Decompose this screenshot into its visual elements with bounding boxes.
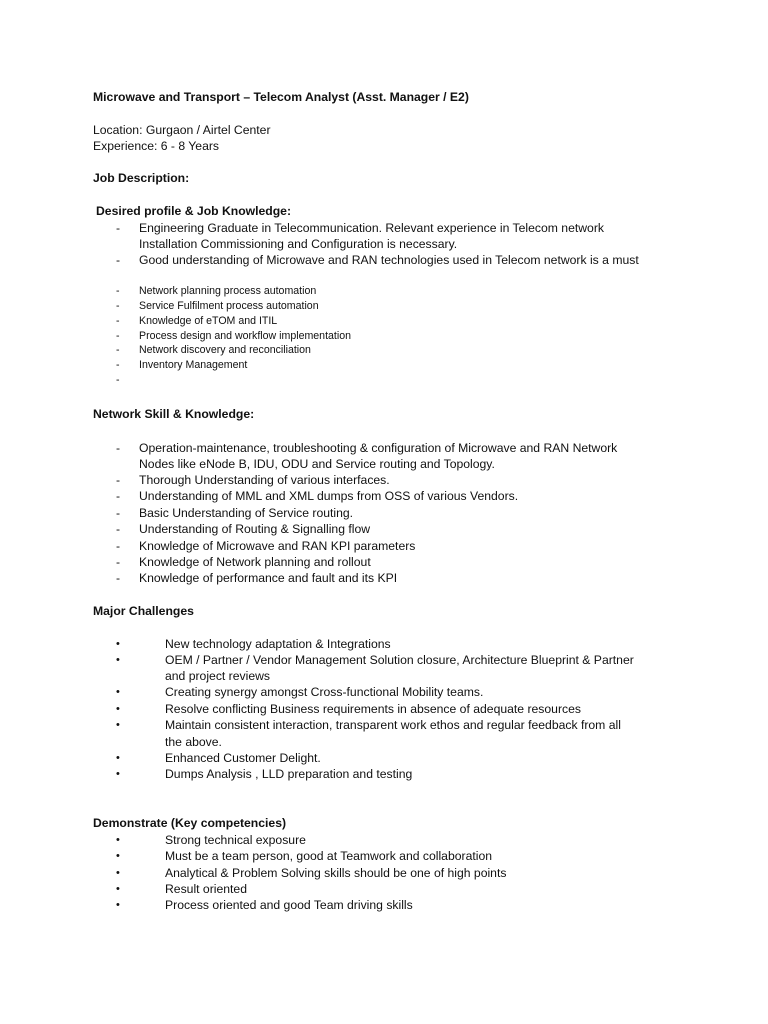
list-dash: - — [116, 300, 120, 312]
bullet-icon: • — [116, 638, 120, 650]
list-item: Engineering Graduate in Telecommunication. Relevant experience in Telecom network — [139, 221, 604, 235]
list-dash: - — [116, 253, 121, 267]
list-item: Knowledge of performance and fault and its KPI — [139, 571, 398, 585]
list-dash: - — [116, 555, 121, 569]
list-item: Analytical & Problem Solving skills should be one of high points — [165, 866, 507, 880]
bullet-icon: • — [116, 768, 120, 780]
location-text: Location: Gurgaon / Airtel Center — [93, 123, 271, 137]
list-dash: - — [116, 330, 120, 342]
list-item: Good understanding of Microwave and RAN technologies used in Telecom network is a must — [139, 253, 639, 267]
list-dash: - — [116, 359, 120, 371]
bullet-icon: • — [116, 850, 120, 862]
list-dash: - — [116, 441, 121, 455]
list-item: Understanding of Routing & Signalling flow — [139, 522, 371, 536]
list-item-continuation: Installation Commissioning and Configuration is necessary. — [139, 237, 458, 251]
bullet-icon: • — [116, 654, 120, 666]
major-challenges-heading: Major Challenges — [93, 604, 194, 618]
list-item: Network discovery and reconciliation — [139, 344, 311, 356]
list-item: Service Fulfilment process automation — [139, 300, 319, 312]
list-item: Result oriented — [165, 882, 247, 896]
list-item: Strong technical exposure — [165, 833, 306, 847]
list-dash: - — [116, 285, 120, 297]
list-dash: - — [116, 571, 121, 585]
list-item: Knowledge of eTOM and ITIL — [139, 315, 278, 327]
list-dash: - — [116, 489, 121, 503]
list-item: OEM / Partner / Vendor Management Solution closure, Architecture Blueprint & Partner — [165, 653, 634, 667]
list-dash: - — [116, 473, 121, 487]
list-item: Understanding of MML and XML dumps from OSS of various Vendors. — [139, 489, 519, 503]
list-item: Resolve conflicting Business requirements in absence of adequate resources — [165, 702, 581, 716]
experience-text: Experience: 6 - 8 Years — [93, 139, 220, 153]
list-item-continuation: Nodes like eNode B, IDU, ODU and Service routing and Topology. — [139, 457, 495, 471]
network-skill-heading: Network Skill & Knowledge: — [93, 407, 255, 421]
list-dash: - — [116, 344, 120, 356]
job-description-heading: Job Description: — [93, 171, 190, 185]
list-item: Maintain consistent interaction, transparent work ethos and regular feedback from all — [165, 718, 621, 732]
bullet-icon: • — [116, 703, 120, 715]
list-item: New technology adaptation & Integrations — [165, 637, 391, 651]
list-item-continuation: and project reviews — [165, 669, 270, 683]
list-dash: - — [116, 374, 120, 386]
desired-profile-heading: Desired profile & Job Knowledge: — [96, 204, 292, 218]
bullet-icon: • — [116, 834, 120, 846]
list-item: Operation-maintenance, troubleshooting & configuration of Microwave and RAN Network — [139, 441, 618, 455]
list-item-continuation: the above. — [165, 735, 222, 749]
list-item: Must be a team person, good at Teamwork and collaboration — [165, 849, 492, 863]
competencies-heading: Demonstrate (Key competencies) — [93, 816, 287, 830]
page-title: Microwave and Transport – Telecom Analyst (Asst. Manager / E2) — [93, 90, 469, 104]
list-item: Knowledge of Network planning and rollout — [139, 555, 371, 569]
list-dash: - — [116, 315, 120, 327]
list-item: Thorough Understanding of various interfaces. — [139, 473, 390, 487]
list-item: Dumps Analysis , LLD preparation and testing — [165, 767, 413, 781]
bullet-icon: • — [116, 883, 120, 895]
bullet-icon: • — [116, 867, 120, 879]
list-item: Creating synergy amongst Cross-functional Mobility teams. — [165, 685, 484, 699]
bullet-icon: • — [116, 686, 120, 698]
list-dash: - — [116, 539, 121, 553]
list-item: Process design and workflow implementation — [139, 330, 351, 342]
list-item: Network planning process automation — [139, 285, 317, 297]
list-dash: - — [116, 522, 121, 536]
list-item: Knowledge of Microwave and RAN KPI parameters — [139, 539, 416, 553]
list-item: Basic Understanding of Service routing. — [139, 506, 354, 520]
bullet-icon: • — [116, 899, 120, 911]
list-dash: - — [116, 506, 121, 520]
list-item: Enhanced Customer Delight. — [165, 751, 321, 765]
list-dash: - — [116, 221, 121, 235]
list-item: Inventory Management — [139, 359, 248, 371]
list-item: Process oriented and good Team driving skills — [165, 898, 413, 912]
bullet-icon: • — [116, 719, 120, 731]
bullet-icon: • — [116, 752, 120, 764]
